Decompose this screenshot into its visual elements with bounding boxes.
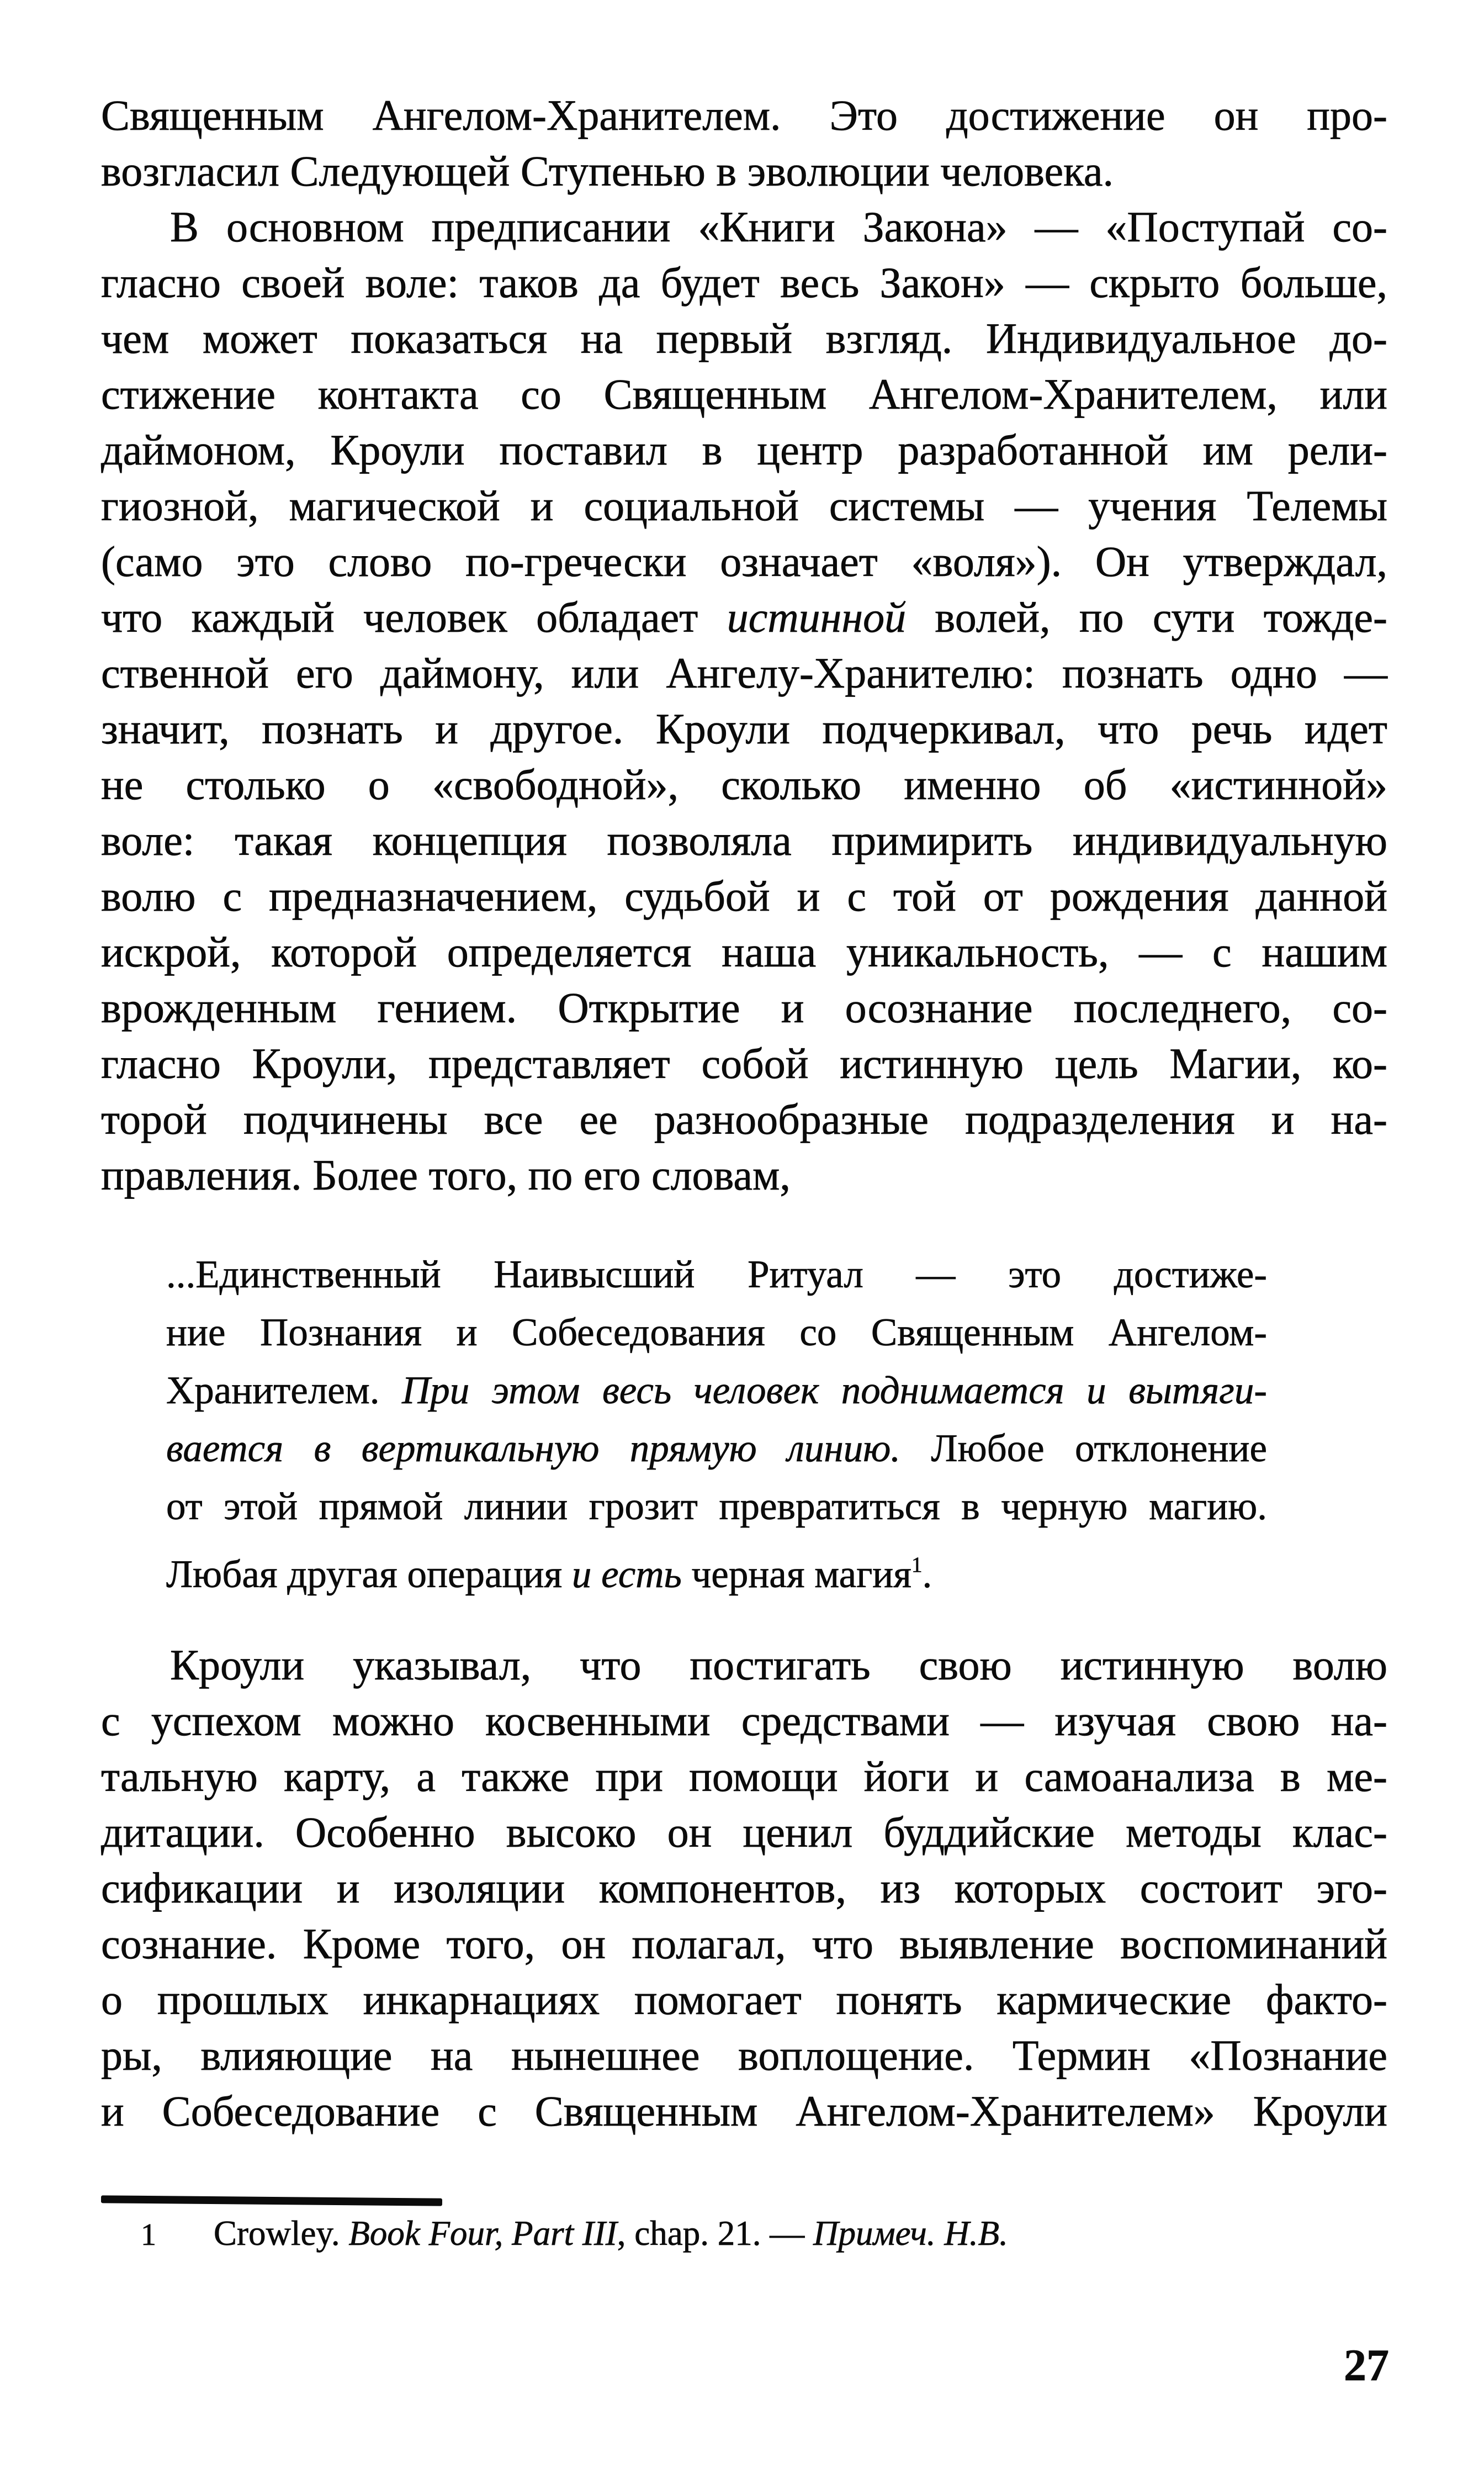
text-line: не столько о «свободной», сколько именно об «истинной»	[101, 760, 1387, 808]
italic-segment: При этом весь человек поднимается и вытяги-	[401, 1369, 1267, 1412]
paragraph-bottom	[101, 1637, 1387, 2139]
footnote-reference-1: 1	[911, 1553, 923, 1577]
footnote-citation: , chap. 21. —	[617, 2214, 813, 2253]
text-line: торой подчинены все ее разнообразные подразделения и на-	[101, 1095, 1387, 1143]
text-line: с успехом можно косвенными средствами — изучая свою на-	[101, 1697, 1387, 1745]
text-line	[166, 1362, 1267, 1420]
text-line: ры, влияющие на нынешнее воплощение. Термин «Познание	[101, 2031, 1387, 2079]
text-line: от этой прямой линии грозит превратиться в черную магию.	[166, 1485, 1267, 1528]
footnote-author: Crowley.	[214, 2214, 349, 2253]
text-line: сознание. Кроме того, он полагал, что выявление воспоминаний	[101, 1920, 1387, 1968]
footnote-title: Book Four, Part III	[348, 2214, 617, 2253]
text-line: ственной его даймону, или Ангелу-Хранителю: познать одно —	[101, 649, 1387, 697]
text-segment: черная магия	[681, 1553, 911, 1596]
text-line: Священным Ангелом-Хранителем. Это достижение он про-	[101, 91, 1387, 139]
text-line: искрой, которой определяется наша уникальность, — с нашим	[101, 928, 1387, 976]
text-line: о прошлых инкарнациях помогает понять кармические факто-	[101, 1975, 1387, 2023]
text-line: сификации и изоляции компонентов, из которых состоит эго-	[101, 1864, 1387, 1912]
text-line: правления. Более того, по его словам,	[101, 1151, 791, 1199]
text-segment: Любое отклонение	[900, 1427, 1267, 1470]
text-line: волю с предназначением, судьбой и с той от рождения данной	[101, 872, 1387, 920]
footnote-marker: 1	[141, 2218, 156, 2252]
text-segment: Хранителем.	[166, 1369, 402, 1412]
text-line: чем может показаться на первый взгляд. Индивидуальное до-	[101, 314, 1387, 362]
footnote-divider	[101, 2195, 442, 2206]
footnote-note: Примеч. Н.В.	[813, 2214, 1008, 2253]
page-number: 27	[1344, 2340, 1389, 2390]
text-line: дитации. Особенно высоко он ценил буддийские методы клас-	[101, 1808, 1387, 1856]
text-line: возгласил Следующей Ступенью в эволюции человека.	[101, 147, 1114, 195]
text-line: значит, познать и другое. Кроули подчеркивал, что речь идет	[101, 705, 1387, 753]
text-line: ние Познания и Собеседования со Священным Ангелом-	[166, 1311, 1267, 1354]
text-line: тальную карту, а также при помощи йоги и самоанализа в ме-	[101, 1752, 1387, 1800]
text-line: гласно своей воле: таков да будет весь Закон» — скрыто больше,	[101, 258, 1387, 306]
text-segment: что каждый человек обладает	[101, 593, 727, 641]
italic-segment: и есть	[571, 1553, 682, 1596]
text-line: ...Единственный Наивысший Ритуал — это достиже-	[166, 1253, 1267, 1296]
text-line	[166, 1420, 1267, 1478]
text-line: стижение контакта со Священным Ангелом-Хранителем, или	[101, 370, 1387, 418]
italic-segment: вается в вертикальную прямую линию.	[166, 1427, 901, 1470]
text-line: воле: такая концепция позволяла примирить индивидуальную	[101, 816, 1387, 864]
text-line	[101, 589, 1387, 645]
text-line: В основном предписании «Книги Закона» — «Поступай со-	[170, 203, 1387, 251]
text-line	[166, 1536, 1267, 1604]
text-line: даймоном, Кроули поставил в центр разработанной им рели-	[101, 426, 1387, 474]
footnote	[101, 2208, 1427, 2260]
text-segment: Любая другая операция	[166, 1553, 572, 1596]
paragraph-main	[101, 199, 1387, 1203]
text-line: и Собеседование с Священным Ангелом-Хранителем» Кроули	[101, 2087, 1387, 2135]
text-line: (само это слово по-гречески означает «воля»). Он утверждал,	[101, 537, 1387, 585]
text-line: врожденным гением. Открытие и осознание последнего, со-	[101, 984, 1387, 1032]
text-segment: .	[922, 1553, 932, 1596]
paragraph-continuation	[101, 87, 1387, 199]
text-segment: волей, по сути тожде-	[906, 593, 1387, 641]
text-line: гиозной, магической и социальной системы — учения Телемы	[101, 482, 1387, 530]
block-quote	[166, 1246, 1267, 1604]
italic-segment: истинной	[727, 593, 907, 641]
text-line: Кроули указывал, что постигать свою истинную волю	[170, 1641, 1387, 1689]
text-line: гласно Кроули, представляет собой истинную цель Магии, ко-	[101, 1039, 1387, 1087]
